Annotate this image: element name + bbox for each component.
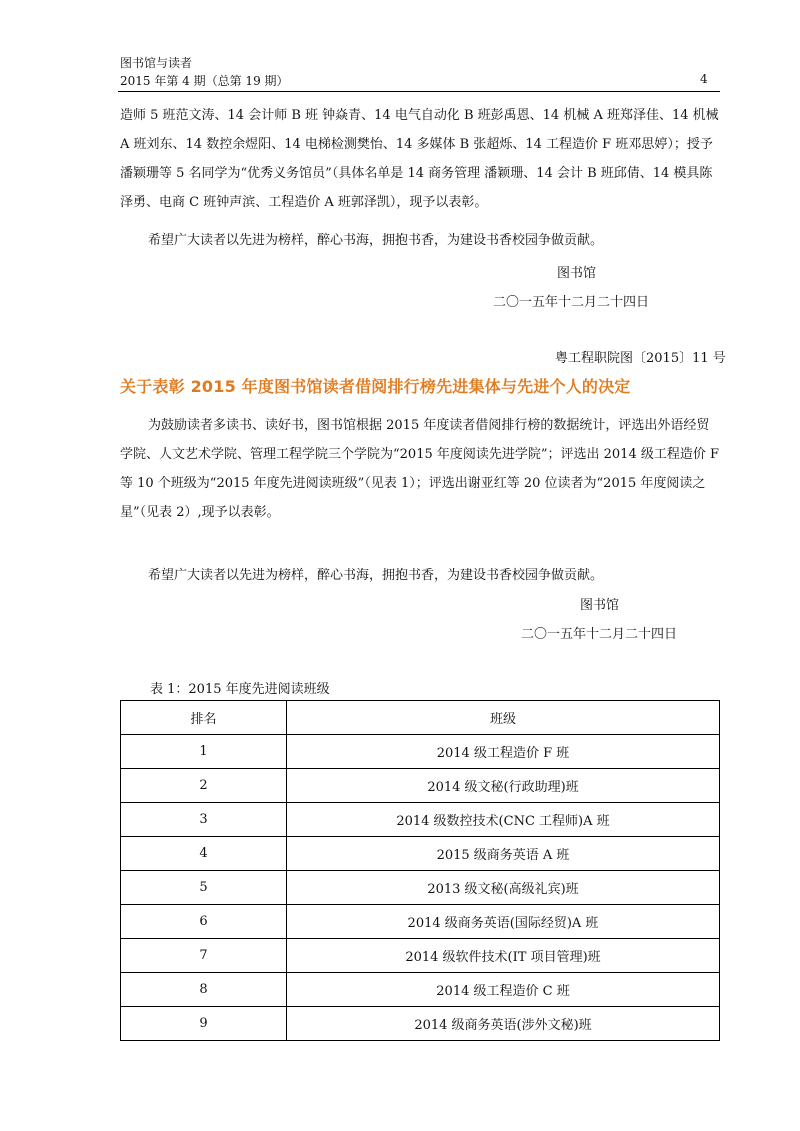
- rank-cell: 4: [121, 837, 287, 871]
- class-cell: 2014 级文秘(行政助理)班: [287, 769, 720, 803]
- class-cell: 2014 级数控技术(CNC 工程师)A 班: [287, 803, 720, 837]
- rank-cell: 1: [121, 735, 287, 769]
- notice-title: 关于表彰 2015 年度图书馆读者借阅排行榜先进集体与先进个人的决定: [120, 377, 631, 396]
- previous-notice-date: 二〇一五年十二月二十四日: [493, 295, 650, 310]
- notice-body: 为鼓励读者多读书、读好书，图书馆根据 2015 年度读者借阅排行榜的数据统计，评选出外语经贸学院、人文艺术学院、管理工程学院三个学院为“2015 年度阅读先进学院”；评选出 2014 级工程造价 F 等 10 个班级为“2015 年度先进阅读班级”（见表 1）；评选出谢亚红等 20 位读者为“2015 年度阅读之星”（见表 2）,现予以表彰。: [120, 418, 720, 520]
- class-cell: 2014 级工程造价 C 班: [287, 973, 720, 1007]
- page-number: 4: [700, 72, 708, 86]
- class-cell: 2014 级软件技术(IT 项目管理)班: [287, 939, 720, 973]
- class-cell: 2014 级工程造价 F 班: [287, 735, 720, 769]
- notice-date: 二〇一五年十二月二十四日: [521, 627, 678, 642]
- table-row: [121, 871, 720, 905]
- table-row: [121, 769, 720, 803]
- class-cell: 2014 级商务英语(涉外文秘)班: [287, 1007, 720, 1041]
- table-caption: 表 1：2015 年度先进阅读班级: [150, 682, 330, 697]
- previous-notice-paragraph: 造师 5 班范文涛、14 会计师 B 班 钟焱青、14 电气自动化 B 班彭禹恩、14 机械 A 班郑泽佳、14 机械 A 班刘东、14 数控余煜阳、14 电梯检测樊怡、14 多媒体 B 张超烁、14 工程造价 F 班邓思婷）；授予潘颖珊等 5 名同学为“优秀义务馆员”（具体名单是 14 商务管理 潘颖珊、14 会计 B 班邱倩、14 模具陈泽勇、电商 C 班钟声滨、工程造价 A 班郭泽凯），现予以表彰。: [120, 108, 719, 210]
- rank-cell: 8: [121, 973, 287, 1007]
- class-column-header: 班级: [287, 701, 720, 735]
- table-row: [121, 1007, 720, 1041]
- rank-cell: 2: [121, 769, 287, 803]
- class-cell: 2015 级商务英语 A 班: [287, 837, 720, 871]
- table-row: [121, 905, 720, 939]
- table-row: [121, 939, 720, 973]
- issue-info: 2015 年第 4 期（总第 19 期）: [120, 74, 289, 88]
- advanced-classes-table: [120, 700, 720, 1041]
- class-cell: 2013 级文秘(高级礼宾)班: [287, 871, 720, 905]
- rank-cell: 6: [121, 905, 287, 939]
- journal-name: 图书馆与读者: [120, 56, 193, 70]
- rank-column-header: 排名: [121, 701, 287, 735]
- notice-closing: 希望广大读者以先进为榜样，醉心书海，拥抱书香，为建设书香校园争做贡献。: [148, 568, 604, 583]
- table-row: [121, 735, 720, 769]
- table-row: [121, 973, 720, 1007]
- class-cell: 2014 级商务英语(国际经贸)A 班: [287, 905, 720, 939]
- document-number: 粤工程职院图〔2015〕11 号: [555, 351, 726, 366]
- table-row: [121, 837, 720, 871]
- rank-cell: 9: [121, 1007, 287, 1041]
- notice-signature: 图书馆: [580, 598, 620, 613]
- rank-cell: 7: [121, 939, 287, 973]
- table-header-row: [121, 701, 720, 735]
- previous-notice-closing: 希望广大读者以先进为榜样，醉心书海，拥抱书香，为建设书香校园争做贡献。: [148, 233, 604, 248]
- header-divider: [118, 91, 720, 92]
- rank-cell: 3: [121, 803, 287, 837]
- previous-notice-signature: 图书馆: [557, 266, 597, 281]
- rank-cell: 5: [121, 871, 287, 905]
- table-row: [121, 803, 720, 837]
